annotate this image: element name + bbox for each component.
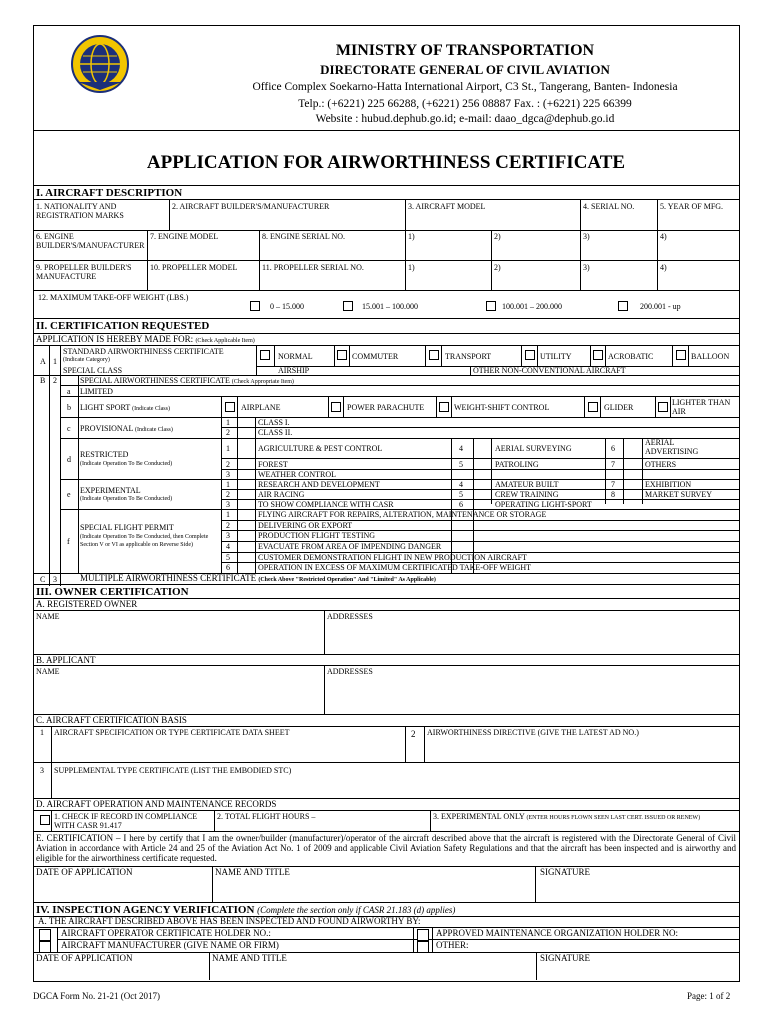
powered-parachute-checkbox[interactable]: [331, 402, 341, 412]
multiple-label: MULTIPLE AIRWORTHINESS CERTIFICATE: [80, 573, 257, 583]
transport-checkbox[interactable]: [429, 350, 439, 360]
experimental-label: EXPERIMENTAL: [80, 486, 141, 495]
section-3-heading: III. OWNER CERTIFICATION: [36, 586, 189, 598]
website: Website : hubud.dephub.go.id; e-mail: daao_dgca@dephub.go.id: [315, 113, 615, 125]
stc-label: SUPPLEMENTAL TYPE CERTIFICATE (LIST THE EMBODIED STC): [54, 766, 292, 775]
made-for-label: APPLICATION IS HEREBY MADE FOR:: [36, 334, 194, 344]
commuter-checkbox[interactable]: [337, 350, 347, 360]
field-engine-builder: 6. ENGINE BUILDER'S/MANUFACTURER: [36, 232, 145, 250]
ministry-title: MINISTRY OF TRANSPORTATION: [335, 42, 595, 59]
aoc-checkbox[interactable]: [39, 929, 51, 941]
restricted-label: RESTRICTED: [80, 450, 129, 459]
amo-checkbox[interactable]: [417, 929, 429, 941]
field-year: 5. YEAR OF MFG.: [660, 202, 724, 211]
field-propeller-builder: 9. PROPELLER BUILDER'S MANUFACTURE: [36, 263, 132, 281]
mtow-checkbox-1[interactable]: [250, 301, 260, 311]
ministry-logo: [70, 34, 130, 94]
weight-shift-checkbox[interactable]: [439, 402, 449, 412]
field-engine-serial: 8. ENGINE SERIAL NO.: [262, 232, 346, 241]
balloon-checkbox[interactable]: [676, 350, 686, 360]
field-nationality: 1. NATIONALITY AND REGISTRATION MARKS: [36, 202, 124, 220]
airplane-checkbox[interactable]: [225, 402, 235, 412]
glider-checkbox[interactable]: [588, 402, 598, 412]
mtow-checkbox-4[interactable]: [618, 301, 628, 311]
field-engine-model: 7. ENGINE MODEL: [150, 232, 219, 241]
section-4-heading: IV. INSPECTION AGENCY VERIFICATION: [36, 904, 255, 916]
lighter-than-air-checkbox[interactable]: [658, 402, 668, 412]
page-number: Page: 1 of 2: [687, 991, 731, 1001]
special-aw-label: SPECIAL AIRWORTHINESS CERTIFICATE: [80, 376, 230, 385]
ad-label: AIRWORTHINESS DIRECTIVE (GIVE THE LATEST AD NO.): [427, 728, 639, 737]
acrobatic-checkbox[interactable]: [593, 350, 603, 360]
form-number: DGCA Form No. 21-21 (Oct 2017): [33, 991, 160, 1001]
mtow-checkbox-3[interactable]: [486, 301, 496, 311]
form-title: APPLICATION FOR AIRWORTHINESS CERTIFICATE: [146, 152, 626, 173]
field-mtow: 12. MAXIMUM TAKE-OFF WEIGHT (LBS.): [38, 293, 189, 302]
certification-text: E. CERTIFICATION – I here by certify that I am the owner/builder (manufacturer)/operator of the aircraft described above that the aircraft is registered with the Directorate General of Civil Aviation in accordance with Article 24 and 25 of the Aviation Act No. 1 of 2009 and applicable Civil Aviation Safety Regulations and that the aircraft has been inspected and is airworthy and eligible for the airworthiness certificate requested.: [36, 833, 736, 863]
directorate-title: DIRECTORATE GENERAL OF CIVIL AVIATION: [320, 62, 610, 77]
phone: Telp.: (+6221) 225 66288, (+6221) 256 08887 Fax. : (+6221) 225 66399: [298, 98, 632, 110]
address: Office Complex Soekarno-Hatta International Airport, C3 St., Tangerang, Banten- Indonesia: [252, 81, 678, 93]
tcds-label: AIRCRAFT SPECIFICATION OR TYPE CERTIFICATE DATA SHEET: [54, 728, 290, 737]
field-propeller-serial: 11. PROPELLER SERIAL NO.: [262, 263, 364, 272]
utility-checkbox[interactable]: [525, 350, 535, 360]
records-checkbox[interactable]: [40, 815, 50, 825]
section-1-heading: I. AIRCRAFT DESCRIPTION: [36, 187, 183, 199]
section-2-heading: II. CERTIFICATION REQUESTED: [36, 320, 210, 332]
standard-label: STANDARD AIRWORTHINESS CERTIFICATE: [63, 347, 224, 356]
field-model: 3. AIRCRAFT MODEL: [408, 202, 486, 211]
mtow-checkbox-2[interactable]: [343, 301, 353, 311]
field-propeller-model: 10. PROPELLER MODEL: [150, 263, 238, 272]
sfp-label: SPECIAL FLIGHT PERMIT: [80, 523, 174, 532]
normal-checkbox[interactable]: [260, 350, 270, 360]
field-builder: 2. AIRCRAFT BUILDER'S/MANUFACTURER: [172, 202, 330, 211]
field-serial: 4. SERIAL NO.: [583, 202, 635, 211]
